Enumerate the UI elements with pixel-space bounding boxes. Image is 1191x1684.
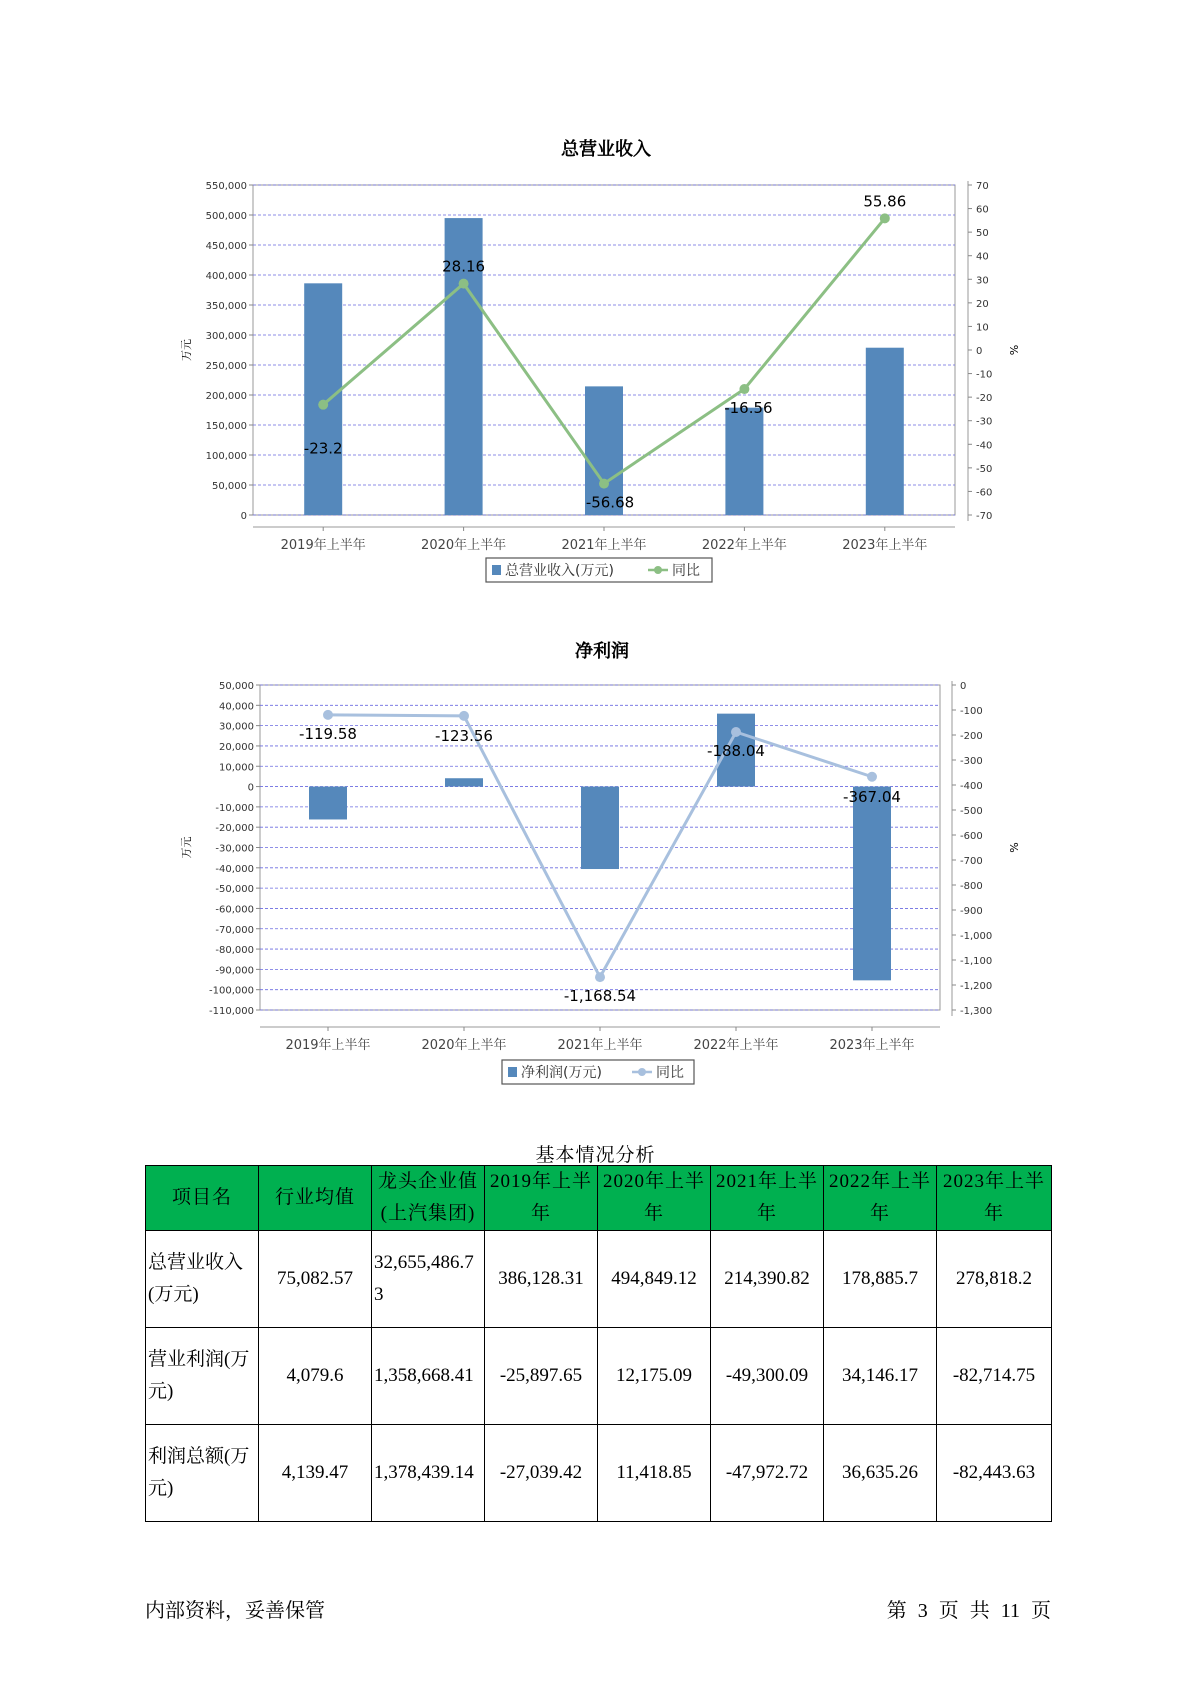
right-tick-label: -20 [976,393,993,405]
right-tick-label: -30 [976,416,993,428]
table-title: 基本情况分析 [535,1145,656,1166]
left-tick-label: 50,000 [219,681,254,692]
table-cell: 278,818.2 [937,1231,1052,1328]
right-tick-label: -1,100 [960,956,993,967]
footer-confidential-note: 内部资料，妥善保管 [145,1600,325,1622]
revenue-chart-svg [0,130,1191,600]
header-2023h1: 2023年上半年 [937,1166,1052,1231]
left-tick-label: 20,000 [219,741,254,753]
right-tick-label: -300 [960,756,983,767]
right-tick-label: -1,200 [960,981,993,992]
right-tick-label: -800 [960,881,983,892]
left-tick-label: -50,000 [215,884,254,896]
right-tick-label: 0 [960,681,967,692]
right-tick-label: -100 [960,706,983,717]
right-tick-label: -1,300 [960,1006,993,1017]
basic-analysis-table [145,1165,1052,1522]
yoy-point [599,479,609,489]
right-tick-label: -600 [960,831,983,842]
x-tick-label: 2021年上半年 [557,1038,643,1053]
x-tick-label: 2021年上半年 [561,538,647,553]
yoy-point [459,711,469,721]
left-tick-label: 10,000 [219,762,254,774]
left-tick-label: 40,000 [219,701,254,713]
right-axis-label: % [1007,344,1020,356]
left-tick-label: 0 [247,782,254,794]
footer-page-number: 第 3 页 共 11 页 [886,1600,1051,1622]
right-tick-label: -200 [960,731,983,742]
right-axis-label: % [1007,842,1020,853]
left-tick-label: 200,000 [205,391,247,402]
table-cell: 494,849.12 [598,1231,711,1328]
yoy-data-label: -1,168.54 [563,987,637,1006]
table-cell: -49,300.09 [711,1328,824,1425]
left-axis-label: 万元 [180,836,193,859]
table-header-row [146,1166,1052,1231]
legend-line-label: 同比 [656,1065,684,1081]
yoy-data-label: 55.86 [863,192,907,211]
chart-title: 净利润 [575,641,629,662]
table-cell: 1,358,668.41 [372,1328,485,1425]
right-tick-label: -400 [960,781,983,792]
left-tick-label: -40,000 [215,863,254,875]
net-profit-chart-svg [0,630,1191,1090]
legend-line-label: 同比 [672,563,700,579]
bar-2020年上半年 [445,778,483,786]
yoy-data-label: 28.16 [442,257,486,276]
right-tick-label: 20 [976,298,989,310]
bar-2019年上半年 [309,787,347,820]
header-2021h1: 2021年上半年 [711,1166,824,1231]
table-row [146,1425,1052,1522]
chart-title: 总营业收入 [561,139,651,160]
table-cell: -82,443.63 [937,1425,1052,1522]
left-axis-label: 万元 [180,339,193,361]
right-tick-label: 0 [976,346,983,357]
revenue-chart [0,130,1191,600]
x-tick-label: 2022年上半年 [701,538,787,553]
right-tick-label: -40 [976,440,993,452]
right-tick-label: -900 [960,906,983,917]
right-tick-label: 70 [976,181,989,192]
left-tick-label: 250,000 [205,361,247,372]
yoy-point [731,727,741,737]
left-tick-label: 30,000 [219,721,254,733]
left-tick-label: -80,000 [215,945,254,957]
yoy-data-label: -56.68 [585,493,635,512]
table-cell: 75,082.57 [259,1231,372,1328]
table-cell: 386,128.31 [485,1231,598,1328]
left-tick-label: -70,000 [215,924,254,936]
yoy-point [323,710,333,720]
table-cell: 32,655,486.73 [372,1231,485,1328]
right-tick-label: -1,000 [960,931,993,942]
net-profit-chart [0,630,1191,1090]
left-tick-label: 0 [240,511,247,522]
left-tick-label: 450,000 [205,241,247,252]
yoy-data-label: -23.2 [303,439,343,458]
yoy-point [739,384,749,394]
table-cell: 营业利润(万元) [146,1328,259,1425]
table-cell: 总营业收入(万元) [146,1231,259,1328]
table-row [146,1231,1052,1328]
right-tick-label: 40 [976,251,989,263]
right-tick-label: -70 [976,511,993,522]
header-2019h1: 2019年上半年 [485,1166,598,1231]
table-cell: 178,885.7 [824,1231,937,1328]
left-tick-label: -90,000 [215,965,254,977]
right-tick-label: -50 [976,463,993,475]
left-tick-label: -60,000 [215,904,254,916]
right-tick-label: 10 [976,322,989,334]
table-cell: 214,390.82 [711,1231,824,1328]
bar-2019年上半年 [304,283,342,515]
legend-line-marker [638,1068,646,1076]
left-tick-label: 400,000 [205,271,247,282]
right-tick-label: -700 [960,856,983,867]
header-item-name: 项目名 [146,1166,259,1231]
legend-bar-swatch [492,565,501,575]
x-tick-label: 2020年上半年 [421,538,507,553]
left-tick-label: 350,000 [205,301,247,312]
left-tick-label: 300,000 [205,331,247,342]
yoy-point [318,400,328,410]
right-tick-label: 60 [976,204,989,216]
table-cell: 1,378,439.14 [372,1425,485,1522]
bar-2023年上半年 [853,787,891,981]
yoy-data-label: -367.04 [843,787,901,806]
x-tick-label: 2023年上半年 [829,1038,915,1053]
bar-2023年上半年 [866,348,904,515]
left-tick-label: 150,000 [205,421,247,432]
left-tick-label: -10,000 [215,802,254,814]
legend-bar-label: 净利润(万元) [521,1065,602,1081]
table-cell: 36,635.26 [824,1425,937,1522]
header-2020h1: 2020年上半年 [598,1166,711,1231]
bar-2021年上半年 [581,787,619,869]
table-cell: -82,714.75 [937,1328,1052,1425]
x-tick-label: 2020年上半年 [421,1038,507,1053]
legend-bar-label: 总营业收入(万元) [505,563,614,579]
table-cell: -25,897.65 [485,1328,598,1425]
x-tick-label: 2022年上半年 [693,1038,779,1053]
right-tick-label: 50 [976,228,989,240]
table-cell: -47,972.72 [711,1425,824,1522]
left-tick-label: -20,000 [215,823,254,835]
right-tick-label: -500 [960,806,983,817]
header-industry-avg: 行业均值 [259,1166,372,1231]
table-cell: 4,139.47 [259,1425,372,1522]
yoy-point [459,279,469,289]
header-2022h1: 2022年上半年 [824,1166,937,1231]
left-tick-label: 550,000 [205,181,247,192]
table-cell: 34,146.17 [824,1328,937,1425]
left-tick-label: -100,000 [209,985,254,997]
yoy-data-label: -119.58 [299,724,357,743]
table-cell: 12,175.09 [598,1328,711,1425]
table-row [146,1328,1052,1425]
table-cell: -27,039.42 [485,1425,598,1522]
header-leader-value: 龙头企业值(上汽集团) [372,1166,485,1231]
x-tick-label: 2019年上半年 [280,538,366,553]
legend-bar-swatch [508,1067,517,1077]
x-tick-label: 2023年上半年 [842,538,928,553]
yoy-data-label: -188.04 [707,742,765,761]
yoy-point [880,213,890,223]
left-tick-label: 500,000 [205,211,247,222]
left-tick-label: 50,000 [212,481,247,492]
yoy-point [595,972,605,982]
yoy-data-label: -123.56 [435,726,493,745]
right-tick-label: -60 [976,487,993,499]
yoy-point [867,772,877,782]
table-cell: 利润总额(万元) [146,1425,259,1522]
yoy-data-label: -16.56 [724,399,773,418]
table-cell: 11,418.85 [598,1425,711,1522]
right-tick-label: 30 [976,275,989,287]
legend-line-marker [654,566,662,574]
left-tick-label: -110,000 [209,1006,254,1017]
left-tick-label: -30,000 [215,843,254,855]
bar-2022年上半年 [725,408,763,515]
right-tick-label: -10 [976,369,993,381]
left-tick-label: 100,000 [205,451,247,462]
table-cell: 4,079.6 [259,1328,372,1425]
x-tick-label: 2019年上半年 [285,1038,371,1053]
